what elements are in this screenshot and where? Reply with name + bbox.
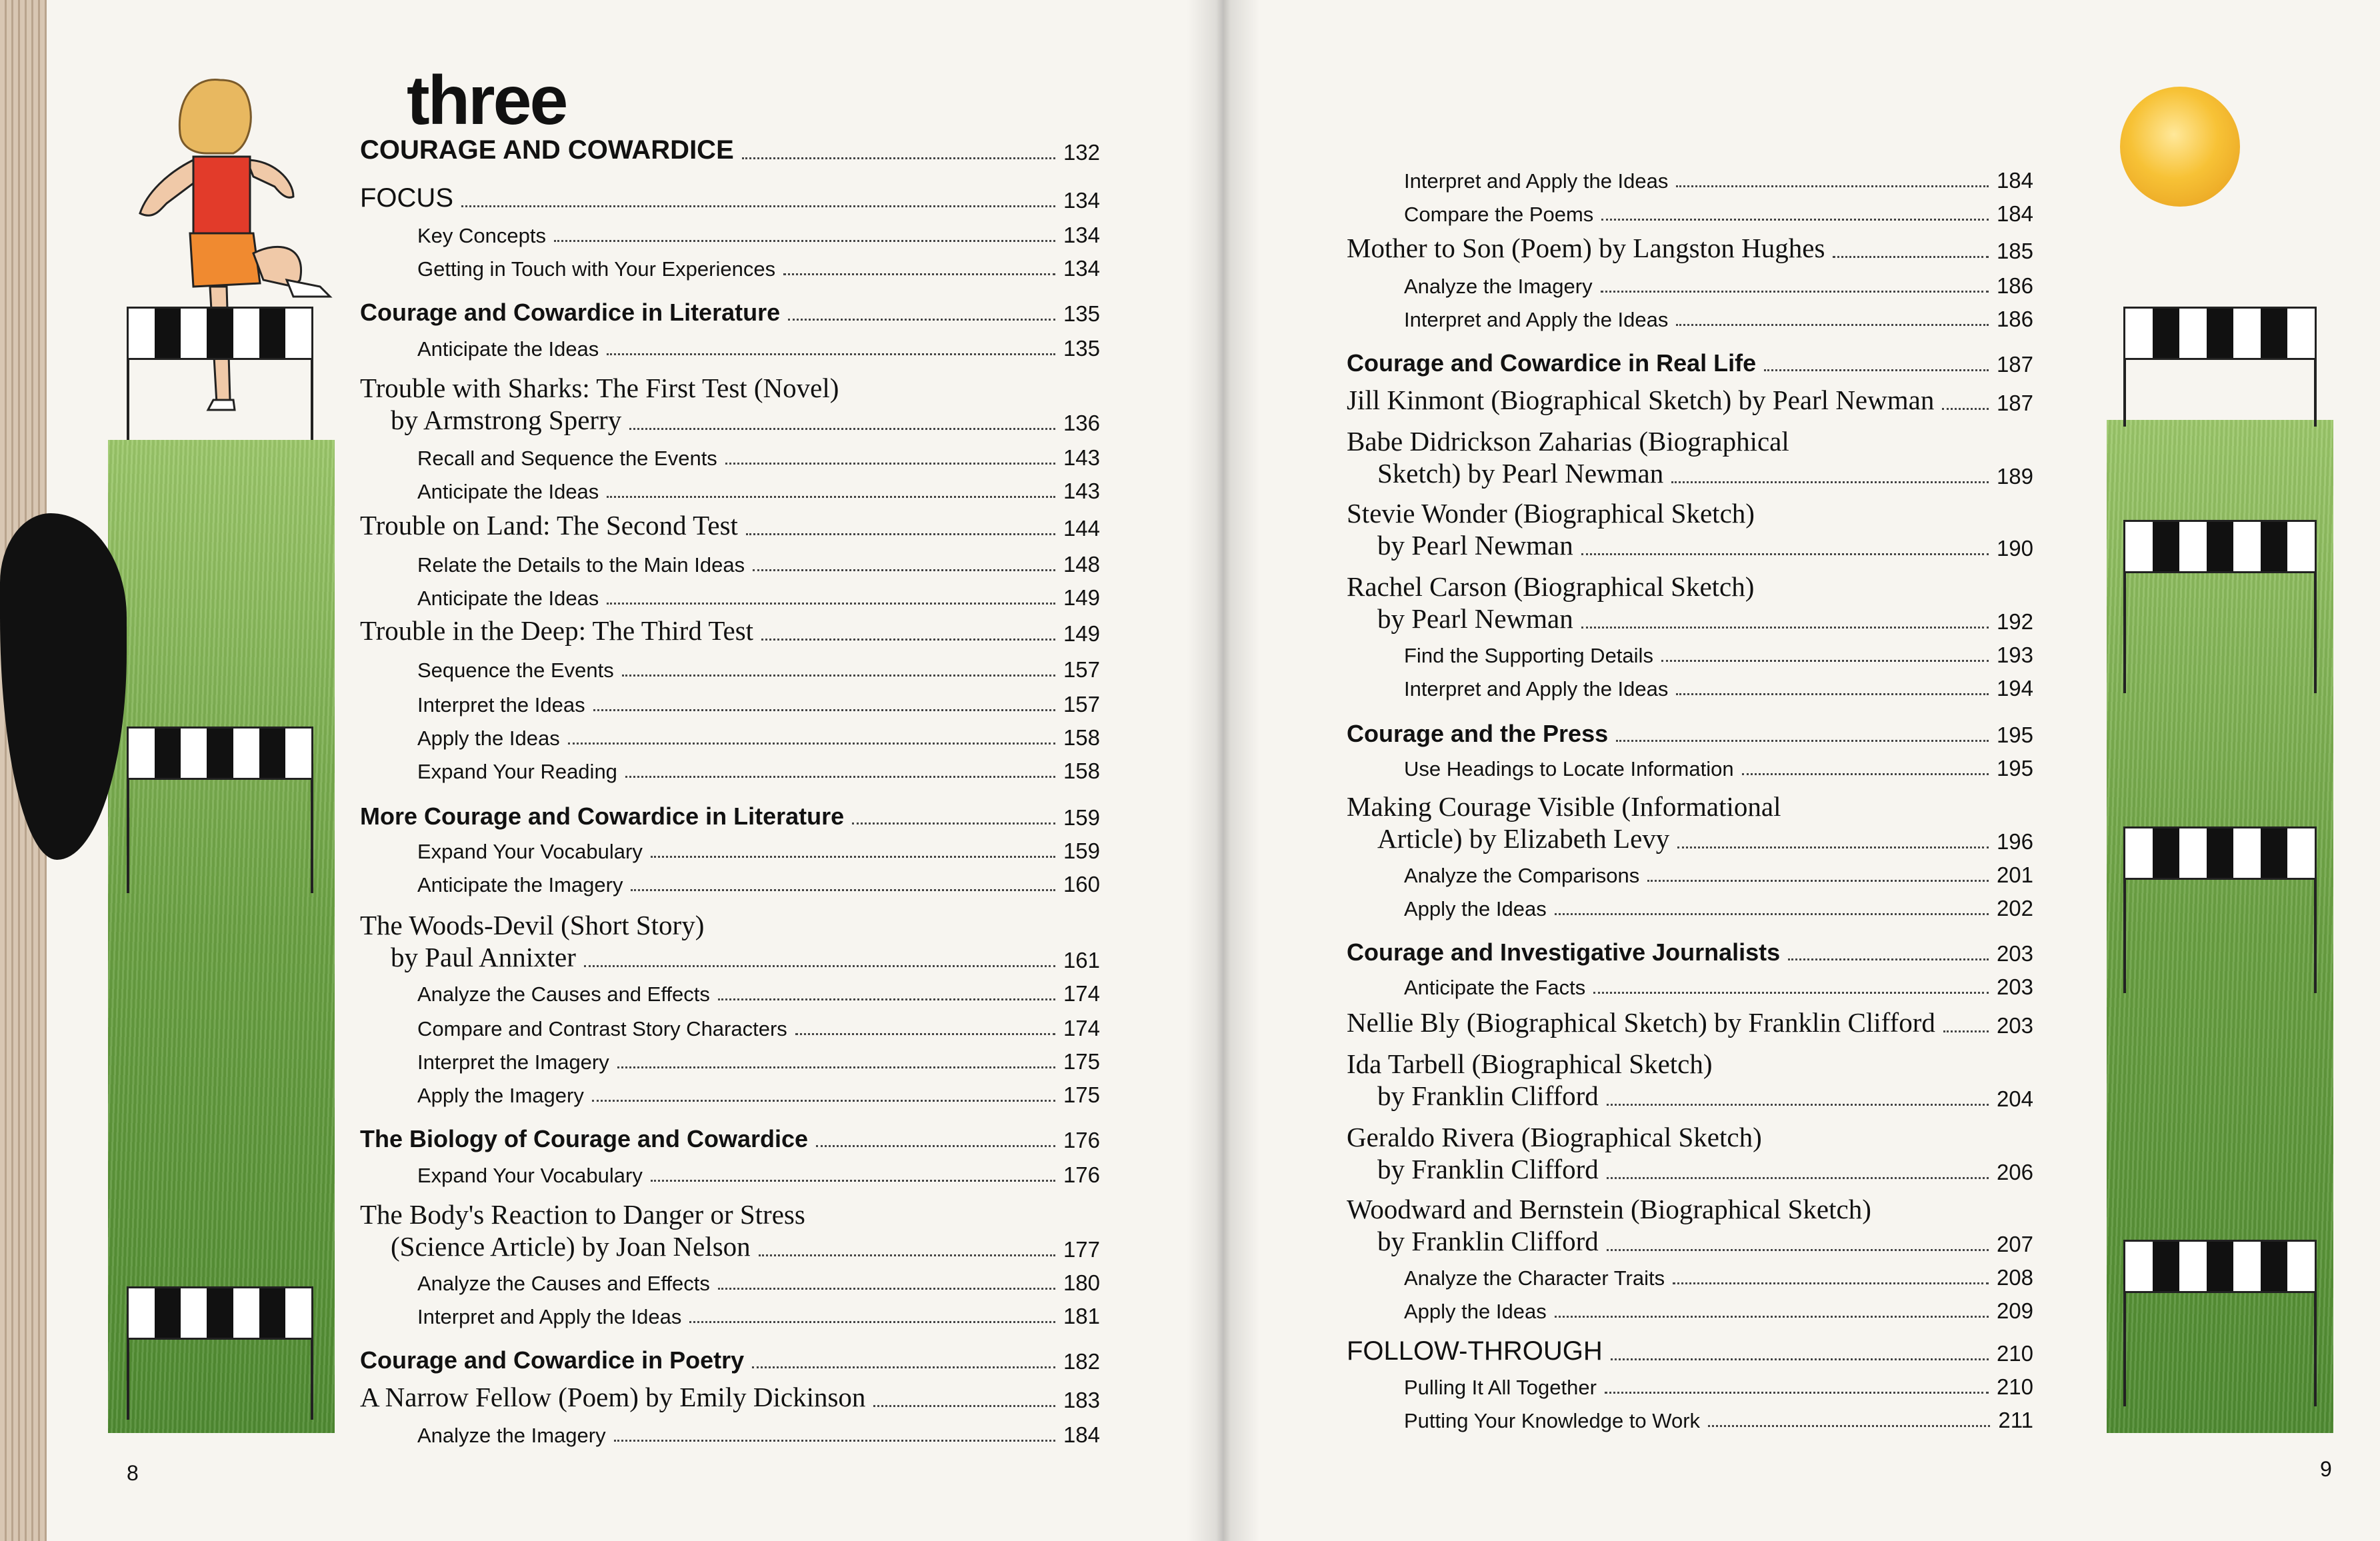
- toc-entry-page: 182: [1063, 1349, 1100, 1374]
- toc-entry-title: by Franklin Clifford: [1377, 1226, 1599, 1256]
- toc-entry-page: 210: [1996, 1374, 2033, 1399]
- dot-leader: [625, 776, 1055, 778]
- toc-entry-title: Compare and Contrast Story Characters: [417, 1017, 787, 1040]
- toc-entry-title-line: Babe Didrickson Zaharias (Biographical: [1347, 426, 1789, 457]
- dot-leader: [568, 743, 1055, 745]
- toc-entry-title: Interpret and Apply the Ideas: [1404, 308, 1669, 331]
- toc-entry[interactable]: [360, 180, 1100, 213]
- toc-entry[interactable]: [391, 403, 1100, 436]
- toc-entry[interactable]: [1377, 601, 2033, 635]
- toc-entry-title: Putting Your Knowledge to Work: [1404, 1409, 1701, 1432]
- dot-leader: [1676, 693, 1989, 695]
- toc-entry-title: Pulling It All Together: [1404, 1376, 1597, 1399]
- dot-leader: [753, 569, 1055, 571]
- hurdle: [2123, 520, 2317, 573]
- toc-entry-page: 203: [1996, 1013, 2033, 1038]
- dot-leader: [725, 463, 1055, 465]
- hurdle: [127, 1286, 313, 1340]
- toc-entry[interactable]: [391, 940, 1100, 973]
- toc-entry-page: 149: [1063, 585, 1100, 610]
- toc-entry-title: A Narrow Fellow (Poem) by Emily Dickinson: [360, 1382, 866, 1412]
- dot-leader: [1581, 553, 1989, 555]
- dot-leader: [607, 496, 1055, 498]
- toc-entry-page: 134: [1063, 188, 1100, 213]
- toc-entry-title: Apply the Ideas: [417, 727, 560, 750]
- toc-entry-title: Compare the Poems: [1404, 203, 1594, 226]
- runner-illustration: [93, 67, 373, 427]
- dot-leader: [651, 1180, 1055, 1182]
- toc-entry-title: Apply the Ideas: [1404, 1300, 1547, 1323]
- toc-entry-title: by Pearl Newman: [1377, 603, 1573, 634]
- toc-entry[interactable]: [1404, 1290, 2033, 1324]
- dot-leader: [614, 1440, 1055, 1442]
- toc-entry-title-line: Ida Tarbell (Biographical Sketch): [1347, 1048, 1713, 1079]
- dot-leader: [1788, 958, 1989, 960]
- toc-entry-title: FOLLOW-THROUGH: [1347, 1336, 1603, 1366]
- toc-entry-title: Relate the Details to the Main Ideas: [417, 553, 745, 577]
- toc-entry-page: 196: [1996, 829, 2033, 854]
- toc-entry-title-line: Stevie Wonder (Biographical Sketch): [1347, 498, 1755, 529]
- toc-entry-title: by Paul Annixter: [391, 942, 576, 972]
- toc-entry[interactable]: [1404, 966, 2033, 1000]
- dot-leader: [1833, 256, 1988, 258]
- toc-entry-page: 180: [1063, 1270, 1100, 1295]
- toc-entry[interactable]: [1347, 1333, 2033, 1366]
- toc-entry[interactable]: [1404, 888, 2033, 921]
- dot-leader: [1581, 627, 1989, 629]
- hurdle-leg: [2123, 360, 2126, 427]
- toc-entry-page: 135: [1063, 301, 1100, 326]
- dot-leader: [607, 353, 1055, 355]
- dot-leader: [1764, 369, 1989, 371]
- toc-entry-page: 186: [1996, 307, 2033, 331]
- hurdle-leg: [127, 360, 129, 440]
- toc-entry[interactable]: [417, 751, 1100, 784]
- toc-entry[interactable]: [1404, 193, 2033, 227]
- grass-field: [108, 440, 335, 1433]
- toc-entry[interactable]: [1404, 160, 2033, 193]
- toc-entry[interactable]: [1404, 748, 2033, 781]
- toc-entry-title: Interpret the Imagery: [417, 1050, 609, 1074]
- toc-entry-title: Anticipate the Imagery: [417, 873, 623, 896]
- toc-entry-title: Getting in Touch with Your Experiences: [417, 257, 776, 281]
- toc-entry-page: 135: [1063, 336, 1100, 361]
- toc-entry[interactable]: [417, 1296, 1100, 1329]
- dot-leader: [852, 822, 1055, 824]
- toc-entry[interactable]: [360, 1380, 1100, 1413]
- dot-leader: [689, 1321, 1055, 1323]
- toc-entry-title: Analyze the Character Traits: [1404, 1266, 1665, 1290]
- dot-leader: [631, 889, 1055, 891]
- dot-leader: [816, 1145, 1055, 1147]
- toc-entry-page: 187: [1996, 352, 2033, 377]
- toc-entry-title: Analyze the Imagery: [417, 1424, 606, 1447]
- toc-entry[interactable]: [1404, 854, 2033, 888]
- toc-entry-title: Analyze the Causes and Effects: [417, 1272, 710, 1295]
- toc-entry[interactable]: [1404, 635, 2033, 668]
- dot-leader: [1942, 408, 1989, 410]
- hurdle-leg: [311, 1340, 313, 1420]
- toc-entry-title-line: Woodward and Bernstein (Biographical Sketch): [1347, 1194, 1871, 1224]
- toc-entry[interactable]: [417, 577, 1100, 611]
- toc-entry-title: Mother to Son (Poem) by Langston Hughes: [1347, 233, 1825, 263]
- hurdle: [2123, 1240, 2317, 1293]
- toc-entry[interactable]: [1347, 933, 2033, 966]
- toc-entry[interactable]: [417, 649, 1100, 683]
- dot-leader: [1661, 660, 1989, 662]
- hurdle: [2123, 307, 2317, 360]
- toc-entry[interactable]: [1404, 299, 2033, 332]
- toc-entry-page: 201: [1996, 862, 2033, 887]
- toc-entry-page: 159: [1063, 805, 1100, 830]
- chapter-number: three: [407, 62, 567, 139]
- toc-entry[interactable]: [1347, 344, 2033, 377]
- toc-entry[interactable]: [1404, 1366, 2033, 1400]
- dot-leader: [795, 1033, 1055, 1035]
- hurdle-leg: [2123, 573, 2126, 693]
- toc-entry-title: Analyze the Causes and Effects: [417, 982, 710, 1006]
- dot-leader: [617, 1066, 1055, 1068]
- toc-entry[interactable]: [417, 437, 1100, 471]
- toc-entry[interactable]: [1377, 456, 2033, 489]
- toc-entry[interactable]: [1347, 231, 2033, 264]
- toc-entry-page: 209: [1996, 1298, 2033, 1323]
- toc-entry-page: 211: [1998, 1408, 2033, 1432]
- toc-entry-page: 143: [1063, 445, 1100, 470]
- toc-entry-page: 144: [1063, 516, 1100, 541]
- toc-entry-title: (Science Article) by Joan Nelson: [391, 1231, 751, 1262]
- toc-entry-page: 176: [1063, 1128, 1100, 1152]
- toc-entry[interactable]: [360, 797, 1100, 830]
- toc-entry[interactable]: [1377, 1224, 2033, 1257]
- dot-leader: [718, 998, 1055, 1000]
- toc-entry[interactable]: [417, 684, 1100, 717]
- dot-leader: [1943, 1030, 1989, 1032]
- toc-entry[interactable]: [417, 1262, 1100, 1296]
- toc-entry-page: 177: [1063, 1237, 1100, 1262]
- toc-entry-title-line: Geraldo Rivera (Biographical Sketch): [1347, 1122, 1762, 1152]
- toc-entry-page: 161: [1063, 948, 1100, 972]
- toc-entry[interactable]: [417, 215, 1100, 248]
- toc-entry-page: 160: [1063, 872, 1100, 896]
- toc-entry-title: Analyze the Comparisons: [1404, 864, 1640, 887]
- hurdle-leg: [2314, 360, 2317, 427]
- dot-leader: [1607, 1249, 1989, 1251]
- dot-leader: [584, 965, 1055, 967]
- toc-entry[interactable]: [1404, 1400, 2033, 1433]
- dot-leader: [1605, 1392, 1989, 1394]
- toc-entry[interactable]: [360, 508, 1100, 541]
- toc-entry-page: 132: [1063, 140, 1100, 165]
- toc-entry[interactable]: [360, 132, 1100, 165]
- toc-entry[interactable]: [417, 1414, 1100, 1448]
- dot-leader: [1611, 1358, 1989, 1360]
- sun-illustration: [2120, 87, 2240, 207]
- toc-entry-title: Interpret and Apply the Ideas: [1404, 169, 1669, 193]
- toc-entry[interactable]: [1404, 265, 2033, 299]
- toc-entry-title: Sketch) by Pearl Newman: [1377, 458, 1664, 489]
- toc-entry[interactable]: [417, 717, 1100, 751]
- dot-leader: [746, 533, 1055, 535]
- toc-entry-title: COURAGE AND COWARDICE: [360, 135, 734, 165]
- toc-entry-page: 149: [1063, 621, 1100, 646]
- toc-entry[interactable]: [360, 613, 1100, 647]
- dot-leader: [607, 603, 1055, 605]
- toc-entry-page: 176: [1063, 1162, 1100, 1187]
- dot-leader: [1616, 740, 1989, 742]
- toc-entry-page: 158: [1063, 725, 1100, 750]
- toc-entry-page: 187: [1996, 391, 2033, 415]
- dot-leader: [1676, 185, 1989, 187]
- toc-entry-title: Courage and Investigative Journalists: [1347, 938, 1781, 966]
- dot-leader: [761, 639, 1055, 641]
- toc-entry-title: Interpret the Ideas: [417, 693, 585, 717]
- dot-leader: [1673, 1282, 1989, 1284]
- toc-entry-title: by Pearl Newman: [1377, 530, 1573, 561]
- toc-entry-page: 185: [1996, 239, 2033, 263]
- toc-entry-page: 136: [1063, 411, 1100, 435]
- toc-entry-page: 202: [1996, 896, 2033, 920]
- hurdle: [2123, 826, 2317, 880]
- toc-entry[interactable]: [1377, 1078, 2033, 1112]
- hurdle: [127, 307, 313, 360]
- dot-leader: [718, 1288, 1055, 1290]
- toc-entry-page: 143: [1063, 479, 1100, 503]
- toc-entry-title: More Courage and Cowardice in Literature: [360, 802, 845, 830]
- toc-entry-title: by Armstrong Sperry: [391, 405, 622, 435]
- dot-leader: [622, 675, 1055, 677]
- dot-leader: [1593, 992, 1989, 994]
- toc-entry[interactable]: [1404, 668, 2033, 701]
- page-number-right: 9: [2320, 1457, 2332, 1481]
- toc-entry-page: 134: [1063, 223, 1100, 247]
- toc-entry[interactable]: [417, 830, 1100, 864]
- toc-entry[interactable]: [417, 973, 1100, 1006]
- toc-entry-page: 207: [1996, 1232, 2033, 1256]
- toc-entry[interactable]: [1347, 383, 2033, 416]
- toc-entry-title: Anticipate the Ideas: [417, 587, 599, 610]
- toc-entry-title-line: The Body's Reaction to Danger or Stress: [360, 1199, 805, 1230]
- toc-entry-page: 157: [1063, 657, 1100, 682]
- toc-entry[interactable]: [1377, 821, 2033, 854]
- toc-entry[interactable]: [417, 248, 1100, 281]
- hurdle-leg: [127, 780, 129, 893]
- toc-entry-page: 190: [1996, 536, 2033, 561]
- toc-entry[interactable]: [417, 1154, 1100, 1188]
- toc-entry[interactable]: [417, 864, 1100, 897]
- toc-entry-title: Trouble in the Deep: The Third Test: [360, 615, 754, 646]
- toc-entry-page: 186: [1996, 273, 2033, 298]
- toc-entry-title: Expand Your Reading: [417, 760, 617, 783]
- dot-leader: [1601, 291, 1989, 293]
- dot-leader: [1555, 1316, 1989, 1318]
- toc-entry[interactable]: [1377, 528, 2033, 561]
- dot-leader: [1671, 481, 1989, 483]
- toc-entry-title: Apply the Imagery: [417, 1084, 584, 1107]
- hurdle-leg: [2123, 1293, 2126, 1406]
- dot-leader: [783, 273, 1055, 275]
- toc-entry-title: Interpret and Apply the Ideas: [1404, 677, 1669, 701]
- toc-entry-page: 210: [1996, 1341, 2033, 1366]
- dot-leader: [461, 205, 1055, 207]
- toc-entry[interactable]: [417, 544, 1100, 577]
- toc-entry-title: Use Headings to Locate Information: [1404, 757, 1734, 780]
- toc-entry[interactable]: [417, 1008, 1100, 1041]
- dot-leader: [1607, 1104, 1989, 1106]
- toc-entry-title: by Franklin Clifford: [1377, 1080, 1599, 1111]
- dot-leader: [1607, 1177, 1989, 1179]
- toc-entry-title: Anticipate the Ideas: [417, 480, 599, 503]
- toc-entry-title: Find the Supporting Details: [1404, 644, 1653, 667]
- dot-leader: [1601, 219, 1989, 221]
- dot-leader: [752, 1366, 1055, 1368]
- toc-entry-title: Anticipate the Ideas: [417, 337, 599, 361]
- toc-entry[interactable]: [1347, 715, 2033, 748]
- hurdle-leg: [2123, 880, 2126, 993]
- toc-entry-page: 159: [1063, 838, 1100, 863]
- toc-entry[interactable]: [1404, 1257, 2033, 1290]
- hurdle-leg: [2314, 880, 2317, 993]
- right-page: [1220, 0, 2380, 1541]
- toc-entry-page: 195: [1996, 756, 2033, 780]
- toc-entry-page: 194: [1996, 676, 2033, 701]
- toc-entry-page: 157: [1063, 692, 1100, 717]
- dot-leader: [1708, 1425, 1990, 1427]
- toc-entry[interactable]: [360, 1341, 1100, 1374]
- toc-entry-title: Anticipate the Facts: [1404, 976, 1586, 999]
- toc-entry-page: 184: [1996, 168, 2033, 193]
- toc-entry-title: FOCUS: [360, 183, 453, 213]
- hurdle-leg: [311, 780, 313, 893]
- dot-leader: [1677, 846, 1989, 848]
- left-page: [47, 0, 1220, 1541]
- dot-leader: [1676, 324, 1989, 326]
- dot-leader: [742, 157, 1055, 159]
- toc-entry-title: Courage and the Press: [1347, 720, 1609, 747]
- toc-entry-title: Sequence the Events: [417, 659, 614, 682]
- toc-entry-page: 175: [1063, 1049, 1100, 1074]
- toc-entry-page: 193: [1996, 643, 2033, 667]
- toc-entry-title: Courage and Cowardice in Real Life: [1347, 349, 1757, 377]
- dot-leader: [651, 856, 1055, 858]
- toc-entry-title: Key Concepts: [417, 224, 546, 247]
- toc-entry[interactable]: [417, 328, 1100, 361]
- toc-entry-page: 184: [1063, 1422, 1100, 1447]
- dot-leader: [1555, 913, 1989, 915]
- toc-entry-title: The Biology of Courage and Cowardice: [360, 1125, 809, 1152]
- toc-entry-title: Article) by Elizabeth Levy: [1377, 823, 1670, 854]
- dot-leader: [593, 709, 1055, 711]
- toc-entry[interactable]: [391, 1229, 1100, 1262]
- hurdle-leg: [2314, 1293, 2317, 1406]
- book-gutter: [1187, 0, 1260, 1541]
- dot-leader: [1742, 773, 1989, 775]
- toc-entry-title-line: Making Courage Visible (Informational: [1347, 791, 1781, 822]
- toc-entry-page: 203: [1996, 941, 2033, 966]
- toc-entry-title: Trouble on Land: The Second Test: [360, 510, 738, 541]
- toc-entry[interactable]: [360, 293, 1100, 327]
- dot-leader: [873, 1405, 1055, 1407]
- toc-entry-title: Interpret and Apply the Ideas: [417, 1305, 682, 1328]
- toc-entry-page: 204: [1996, 1086, 2033, 1111]
- toc-entry-title: Courage and Cowardice in Poetry: [360, 1346, 745, 1374]
- toc-entry-title: Expand Your Vocabulary: [417, 840, 643, 863]
- toc-entry-title-line: Trouble with Sharks: The First Test (Novel): [360, 373, 839, 403]
- toc-entry-page: 175: [1063, 1082, 1100, 1107]
- page-number-left: 8: [127, 1461, 139, 1485]
- toc-entry-page: 208: [1996, 1265, 2033, 1290]
- dot-leader: [759, 1254, 1055, 1256]
- hurdle-leg: [127, 1340, 129, 1420]
- toc-entry-title: Courage and Cowardice in Literature: [360, 299, 781, 326]
- dot-leader: [1647, 880, 1989, 882]
- toc-entry-title: Jill Kinmont (Biographical Sketch) by Pearl Newman: [1347, 385, 1935, 415]
- toc-entry[interactable]: [1377, 1152, 2033, 1185]
- toc-entry-title: Recall and Sequence the Events: [417, 447, 717, 470]
- dot-leader: [788, 319, 1055, 321]
- toc-entry[interactable]: [360, 1120, 1100, 1153]
- toc-entry-page: 189: [1996, 464, 2033, 489]
- toc-entry-title: Expand Your Vocabulary: [417, 1164, 643, 1187]
- toc-entry-title: Nellie Bly (Biographical Sketch) by Franklin Clifford: [1347, 1007, 1935, 1038]
- toc-entry[interactable]: [417, 471, 1100, 504]
- hurdle-leg: [2314, 573, 2317, 693]
- toc-entry-page: 174: [1063, 1016, 1100, 1040]
- toc-entry[interactable]: [1347, 1005, 2033, 1038]
- toc-entry-title: Analyze the Imagery: [1404, 275, 1593, 298]
- toc-entry-page: 158: [1063, 759, 1100, 783]
- toc-entry-page: 184: [1996, 201, 2033, 226]
- hurdle: [127, 727, 313, 780]
- toc-entry-page: 183: [1063, 1388, 1100, 1412]
- toc-entry-page: 181: [1063, 1304, 1100, 1328]
- toc-entry-page: 206: [1996, 1160, 2033, 1184]
- toc-entry[interactable]: [417, 1041, 1100, 1074]
- toc-entry-page: 192: [1996, 609, 2033, 634]
- toc-entry-title: by Franklin Clifford: [1377, 1154, 1599, 1184]
- hurdle-leg: [311, 360, 313, 440]
- toc-entry-page: 203: [1996, 974, 2033, 999]
- dot-leader: [592, 1100, 1055, 1102]
- toc-entry-page: 134: [1063, 256, 1100, 281]
- toc-entry[interactable]: [417, 1074, 1100, 1108]
- dot-leader: [554, 240, 1055, 242]
- toc-entry-title-line: The Woods-Devil (Short Story): [360, 910, 705, 940]
- toc-entry-title: Apply the Ideas: [1404, 897, 1547, 920]
- toc-entry-page: 174: [1063, 981, 1100, 1006]
- toc-entry-page: 195: [1996, 723, 2033, 747]
- dot-leader: [629, 428, 1055, 430]
- toc-entry-page: 148: [1063, 552, 1100, 577]
- toc-entry-title-line: Rachel Carson (Biographical Sketch): [1347, 571, 1755, 602]
